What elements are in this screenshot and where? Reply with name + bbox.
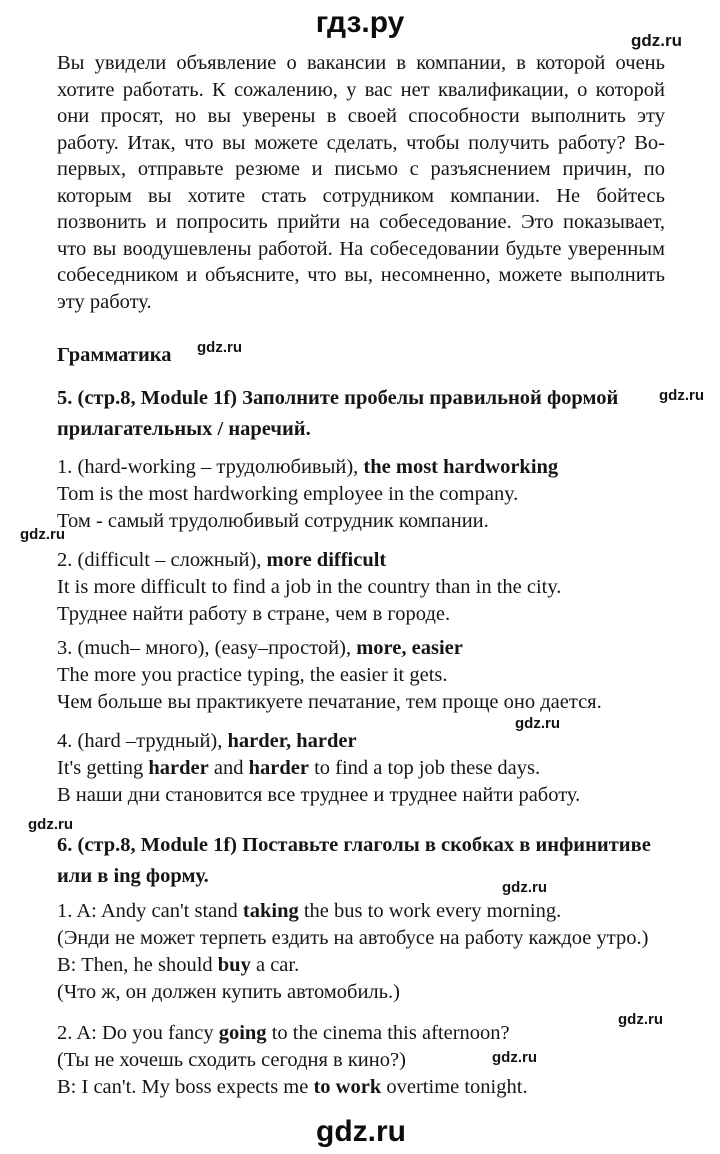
english-sentence: It is more difficult to find a job in the country than in the city.	[57, 576, 562, 598]
russian-translation: Труднее найти работу в стране, чем в городе.	[57, 603, 451, 625]
grammar-heading: Грамматика	[57, 344, 172, 366]
gdz-watermark: gdz.ru	[515, 715, 560, 732]
english-sentence: It's getting harder and harder to find a top job these days.	[57, 757, 541, 779]
english-sentence: Tom is the most hardworking employee in the company.	[57, 483, 519, 505]
dialogue-line-b: B: I can't. My boss expects me to work overtime tonight.	[57, 1076, 528, 1098]
exercise5-item-4	[57, 728, 665, 809]
gdz-watermark: gdz.ru	[502, 879, 547, 896]
site-logo-footer: gdz.ru	[316, 1115, 406, 1148]
gdz-watermark: gdz.ru	[492, 1049, 537, 1066]
russian-translation: В наши дни становится все труднее и труднее найти работу.	[57, 784, 581, 806]
page-content	[57, 50, 665, 1149]
exercise6-item-1	[57, 898, 665, 1006]
answer-line: 3. (much– много), (easy–простой), more, easier	[57, 637, 463, 659]
russian-translation: (Ты не хочешь сходить сегодня в кино?)	[57, 1049, 406, 1071]
answer-line: 1. (hard-working – трудолюбивый), the most hardworking	[57, 456, 559, 478]
exercise5-item-1	[57, 454, 665, 535]
answer-line: 4. (hard –трудный), harder, harder	[57, 730, 357, 752]
english-sentence: The more you practice typing, the easier it gets.	[57, 664, 448, 686]
gdz-watermark: gdz.ru	[28, 816, 73, 833]
gdz-watermark: gdz.ru	[618, 1011, 663, 1028]
site-logo-header: гдз.ру	[315, 6, 405, 39]
exercise5-item-2	[57, 547, 665, 628]
answer-line: 2. (difficult – сложный), more difficult	[57, 549, 387, 571]
exercise5-item-3	[57, 635, 665, 716]
gdz-watermark: gdz.ru	[197, 339, 242, 356]
exercise6-item-2	[57, 1020, 665, 1101]
exercise6-title: 6. (стр.8, Module 1f) Поставьте глаголы в скобках в инфинитиве или в ing форму.	[57, 834, 651, 887]
russian-translation: (Энди не может терпеть ездить на автобусе на работу каждое утро.)	[57, 927, 649, 949]
russian-translation: Том - самый трудолюбивый сотрудник компании.	[57, 510, 489, 532]
gdz-watermark: gdz.ru	[631, 31, 682, 50]
russian-translation: Чем больше вы практикуете печатание, тем проще оно дается.	[57, 691, 602, 713]
dialogue-line-a: 1. A: Andy can't stand taking the bus to work every morning.	[57, 900, 562, 922]
intro-paragraph: Вы увидели объявление о вакансии в компании, в которой очень хотите работать. К сожалению, у вас нет квалификации, о которой они просят, но вы уверены в своей способности выполнить эту работу. Итак, что вы можете сделать, чтобы получить работу? Во-первых, отправьте резюме и письмо с разъяснением причин, по которым вы хотите стать сотрудником компании. Не бойтесь позвонить и попросить прийти на собеседование. Это показывает, что вы воодушевлены работой. На собеседовании будьте уверенным собеседником и объясните, что вы, несомненно, можете выполнить эту работу.	[57, 52, 665, 313]
gdz-watermark: gdz.ru	[659, 387, 704, 404]
dialogue-line-a: 2. A: Do you fancy going to the cinema this afternoon?	[57, 1022, 510, 1044]
exercise5-title: 5. (стр.8, Module 1f) Заполните пробелы правильной формой прилагательных / наречий.	[57, 387, 619, 440]
gdz-watermark: gdz.ru	[20, 526, 65, 543]
dialogue-line-b: B: Then, he should buy a car.	[57, 954, 300, 976]
russian-translation: (Что ж, он должен купить автомобиль.)	[57, 981, 400, 1003]
